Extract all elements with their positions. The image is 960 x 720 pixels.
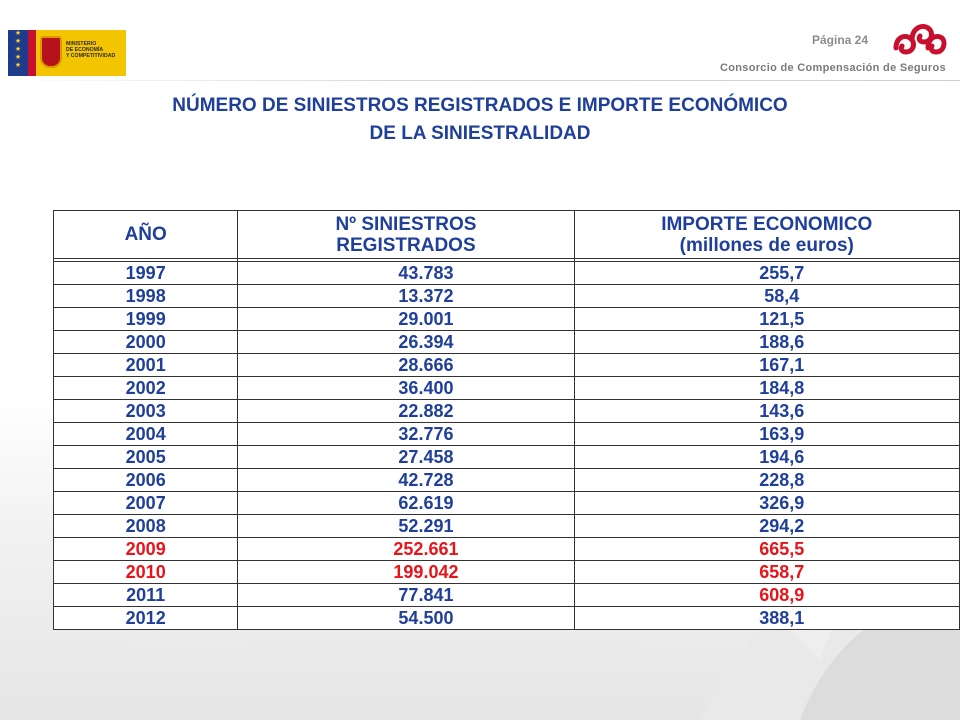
cell-importe: 665,5	[574, 538, 959, 561]
flag-band	[28, 30, 36, 76]
header-importe	[574, 211, 959, 259]
table-row	[54, 377, 960, 400]
cell-siniestros: 62.619	[238, 492, 574, 515]
cell-importe: 188,6	[574, 331, 959, 354]
table-row	[54, 561, 960, 584]
table-header-row	[54, 211, 960, 259]
table-body	[54, 262, 960, 630]
header-year: AÑO	[54, 211, 238, 259]
ministerio-emblem-box	[36, 30, 126, 76]
cell-year: 2012	[54, 607, 238, 630]
header-siniestros-line-1: Nº SINIESTROS	[335, 213, 477, 235]
cell-year: 2004	[54, 423, 238, 446]
cell-siniestros: 29.001	[238, 308, 574, 331]
table-row	[54, 262, 960, 285]
cell-year: 2000	[54, 331, 238, 354]
table-row	[54, 423, 960, 446]
cell-importe: 326,9	[574, 492, 959, 515]
eu-stars-icon: ★ ★ ★ ★ ★	[8, 30, 28, 76]
ministerio-line-3: Y COMPETITIVIDAD	[66, 53, 116, 59]
cell-year: 2008	[54, 515, 238, 538]
cell-siniestros: 32.776	[238, 423, 574, 446]
table-row	[54, 446, 960, 469]
cell-siniestros: 54.500	[238, 607, 574, 630]
cell-siniestros: 42.728	[238, 469, 574, 492]
cell-year: 2001	[54, 354, 238, 377]
cell-siniestros: 36.400	[238, 377, 574, 400]
cell-importe: 255,7	[574, 262, 959, 285]
title-line-1: NÚMERO DE SINIESTROS REGISTRADOS E IMPORTE ECONÓMICO	[172, 95, 788, 116]
cell-year: 2007	[54, 492, 238, 515]
table-row	[54, 354, 960, 377]
cell-importe: 58,4	[574, 285, 959, 308]
cell-siniestros: 22.882	[238, 400, 574, 423]
cell-siniestros: 27.458	[238, 446, 574, 469]
ministerio-logo	[8, 30, 118, 76]
table-row	[54, 515, 960, 538]
cell-year: 2011	[54, 584, 238, 607]
ministerio-line-1: MINISTERIO	[66, 41, 97, 47]
cell-siniestros: 13.372	[238, 285, 574, 308]
cell-importe: 163,9	[574, 423, 959, 446]
cell-year: 2003	[54, 400, 238, 423]
title-line-2: DE LA SINIESTRALIDAD	[369, 123, 591, 144]
header-siniestros	[238, 211, 574, 259]
table-row	[54, 607, 960, 630]
ministerio-line-2: DE ECONOMÍA	[66, 47, 104, 53]
cell-year: 2005	[54, 446, 238, 469]
table-row	[54, 538, 960, 561]
cell-siniestros: 43.783	[238, 262, 574, 285]
coat-of-arms-icon	[40, 36, 62, 68]
cell-siniestros: 199.042	[238, 561, 574, 584]
ministerio-text	[66, 41, 124, 59]
table-row	[54, 492, 960, 515]
page-number: Página 24	[812, 33, 869, 47]
table-row	[54, 308, 960, 331]
cell-siniestros: 26.394	[238, 331, 574, 354]
cell-importe: 167,1	[574, 354, 959, 377]
table-row	[54, 285, 960, 308]
cell-siniestros: 28.666	[238, 354, 574, 377]
cell-siniestros: 52.291	[238, 515, 574, 538]
cell-importe: 294,2	[574, 515, 959, 538]
cell-year: 2010	[54, 561, 238, 584]
cell-year: 2009	[54, 538, 238, 561]
cell-siniestros: 77.841	[238, 584, 574, 607]
cell-importe: 658,7	[574, 561, 959, 584]
table-row	[54, 400, 960, 423]
header-importe-line-1: IMPORTE ECONOMICO	[661, 213, 873, 235]
table-row	[54, 584, 960, 607]
cell-year: 1997	[54, 262, 238, 285]
cell-year: 1998	[54, 285, 238, 308]
page-title	[40, 92, 920, 148]
header-divider	[0, 80, 960, 81]
cell-year: 1999	[54, 308, 238, 331]
header-importe-line-2: (millones de euros)	[679, 234, 854, 256]
cell-siniestros: 252.661	[238, 538, 574, 561]
header-siniestros-line-2: REGISTRADOS	[336, 234, 476, 256]
cell-importe: 184,8	[574, 377, 959, 400]
cell-year: 2002	[54, 377, 238, 400]
cell-importe: 194,6	[574, 446, 959, 469]
cell-importe: 121,5	[574, 308, 959, 331]
cell-importe: 388,1	[574, 607, 959, 630]
consorcio-logo-icon	[890, 18, 948, 64]
siniestros-table	[53, 210, 960, 630]
cell-year: 2006	[54, 469, 238, 492]
cell-importe: 143,6	[574, 400, 959, 423]
cell-importe: 608,9	[574, 584, 959, 607]
cell-importe: 228,8	[574, 469, 959, 492]
consorcio-name: Consorcio de Compensación de Seguros	[720, 62, 946, 74]
table-row	[54, 331, 960, 354]
table-row	[54, 469, 960, 492]
